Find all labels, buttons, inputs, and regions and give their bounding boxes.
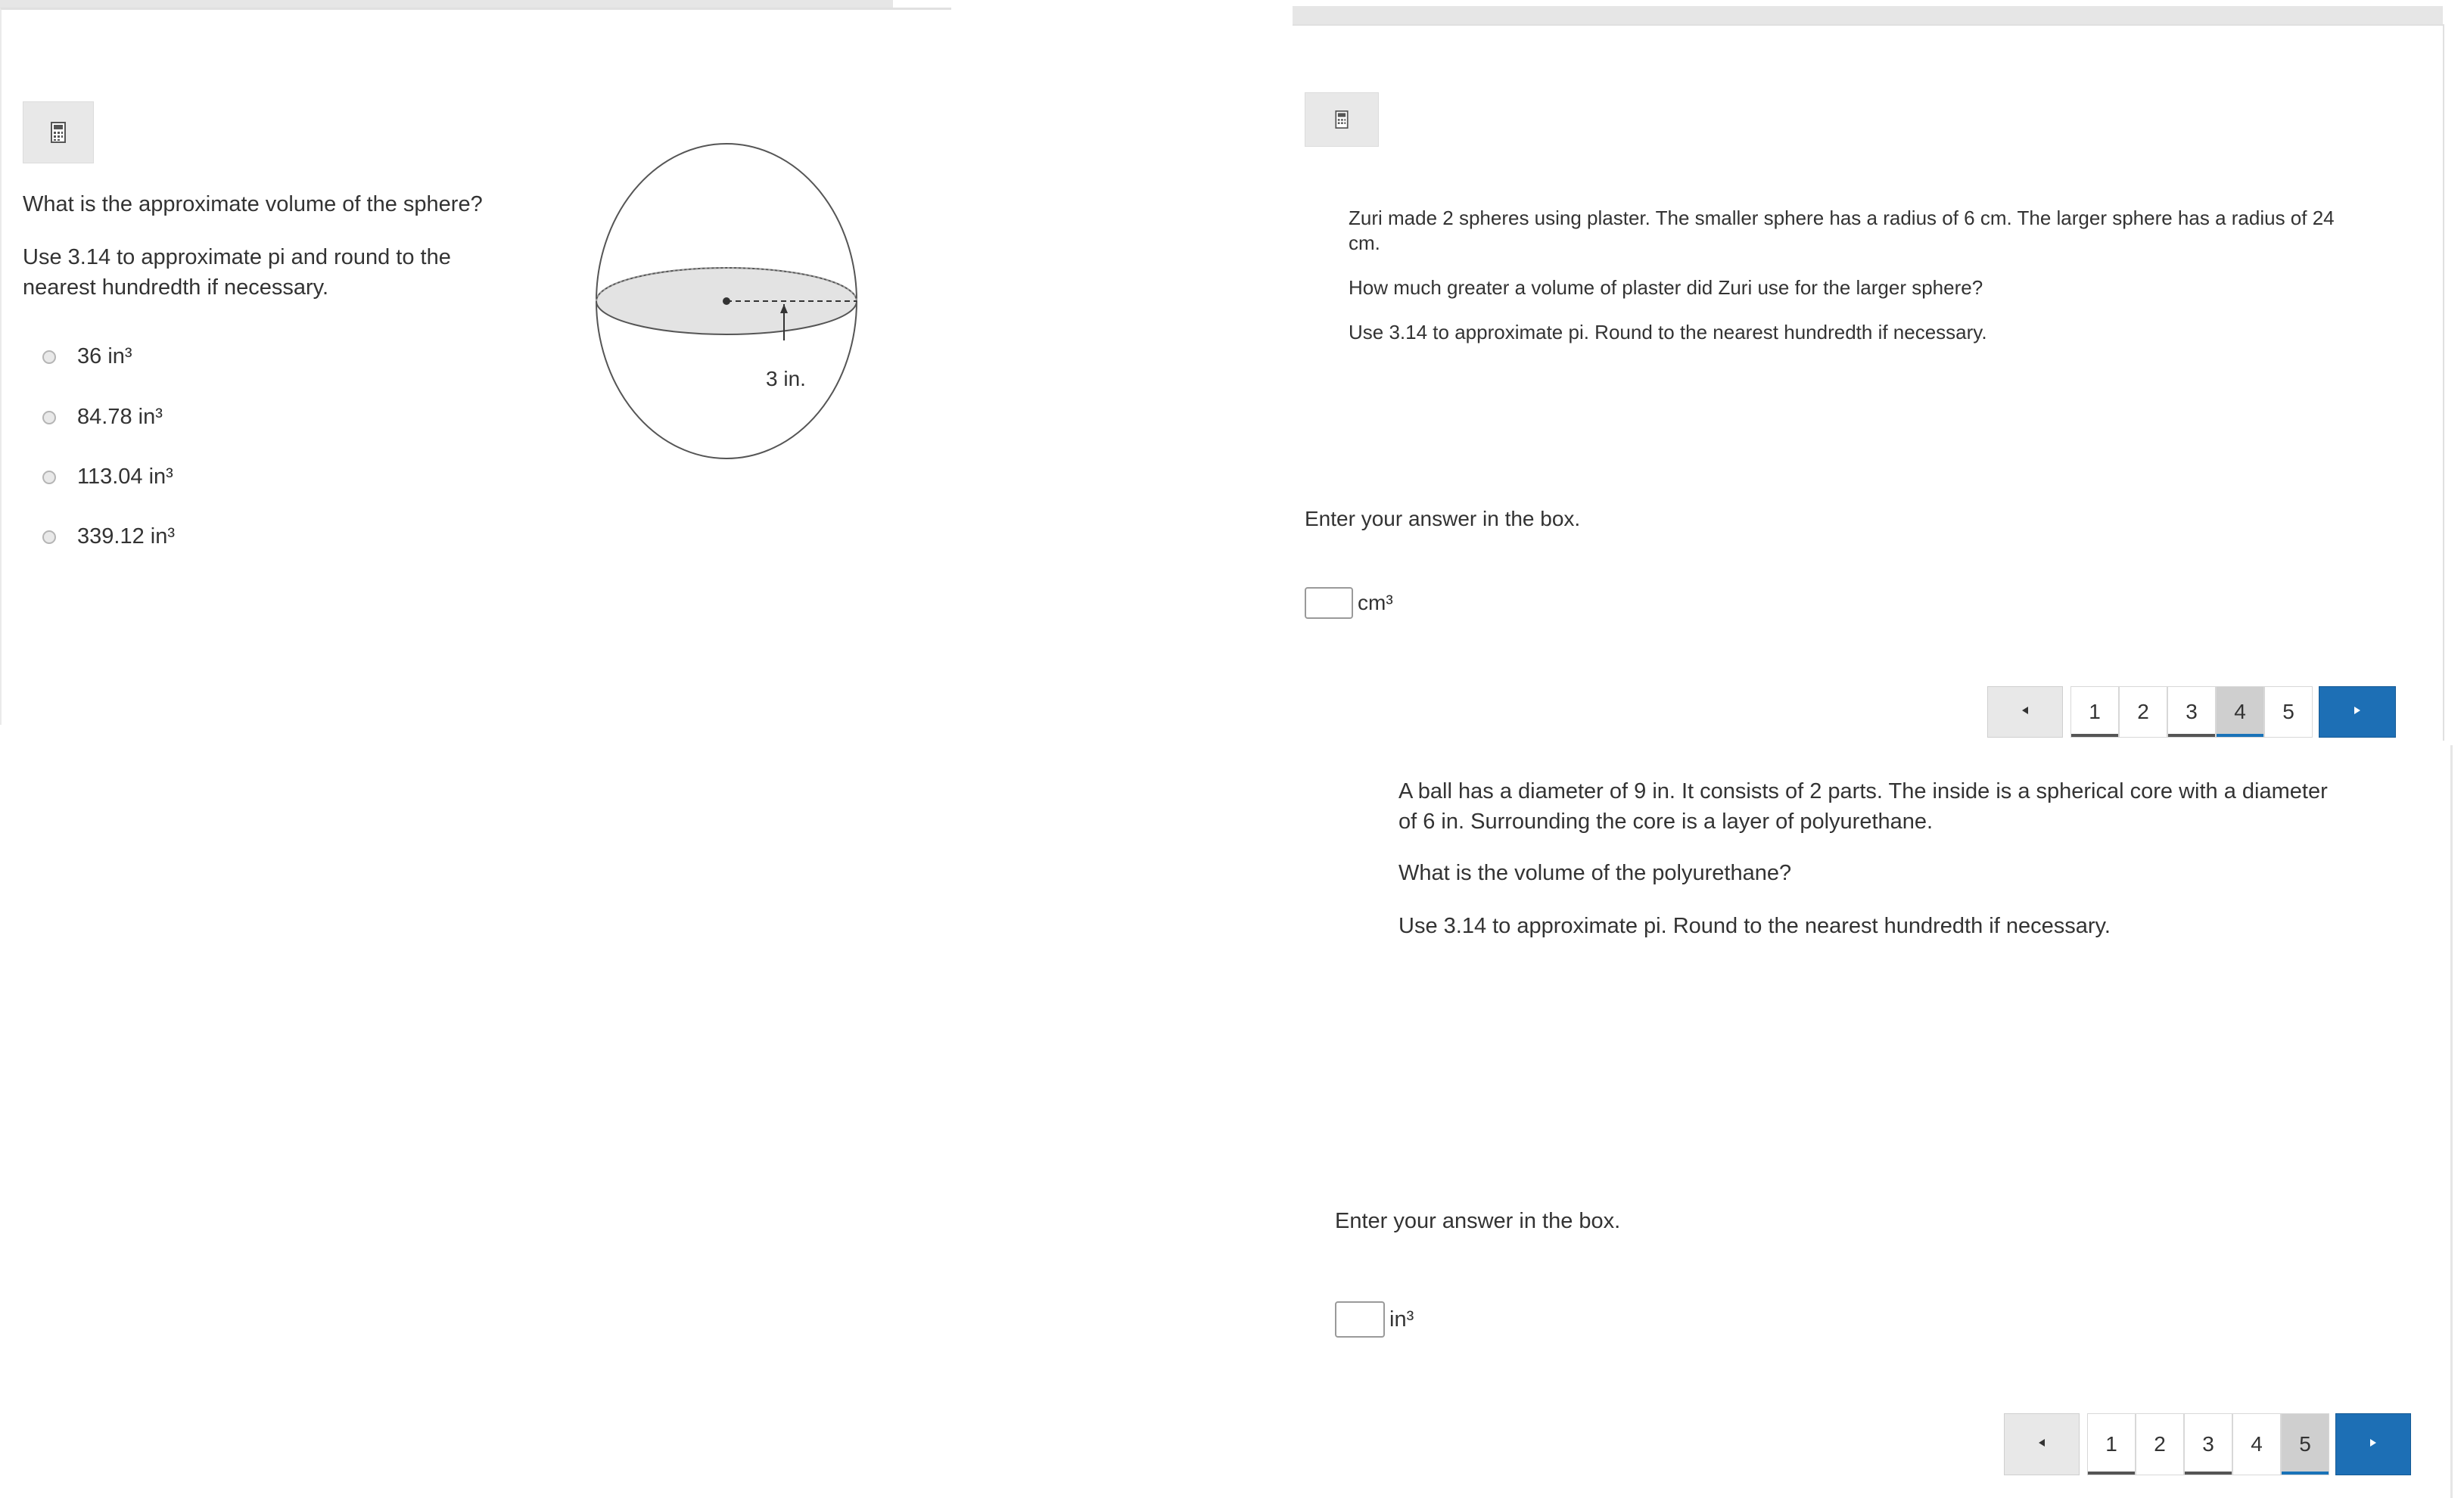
answer-option-2[interactable] xyxy=(42,405,163,430)
radio-button[interactable] xyxy=(42,411,56,424)
page-button-5[interactable]: 5 xyxy=(2281,1413,2329,1475)
unit-label: cm³ xyxy=(1358,591,1393,614)
option-label: 113.04 in³ xyxy=(77,465,173,489)
radio-button[interactable] xyxy=(42,471,56,484)
question-title: What is the approximate volume of the sphere? xyxy=(23,192,483,216)
radio-button[interactable] xyxy=(42,350,56,364)
page-button-4[interactable]: 4 xyxy=(2232,1413,2281,1475)
previous-button[interactable] xyxy=(2004,1413,2080,1475)
next-button[interactable] xyxy=(2335,1413,2411,1475)
triangle-left-icon xyxy=(2021,705,2029,719)
radio-button[interactable] xyxy=(42,530,56,544)
top-bar xyxy=(0,0,893,8)
page-button-1[interactable]: 1 xyxy=(2087,1413,2136,1475)
calculator-button[interactable] xyxy=(23,101,94,163)
radius-label: 3 in. xyxy=(766,367,806,390)
question-text xyxy=(1349,206,2347,371)
calculator-button[interactable] xyxy=(1305,92,1379,147)
page-button-1[interactable]: 1 xyxy=(2070,686,2119,738)
question-panel-plaster-spheres xyxy=(1293,24,2444,741)
page-button-2[interactable]: 2 xyxy=(2136,1413,2184,1475)
top-bar xyxy=(1293,6,2443,24)
answer-input[interactable] xyxy=(1335,1301,1385,1338)
option-label: 36 in³ xyxy=(77,344,132,368)
page-button-4[interactable]: 4 xyxy=(2216,686,2264,738)
page-button-3[interactable]: 3 xyxy=(2167,686,2216,738)
option-label: 84.78 in³ xyxy=(77,405,163,429)
question-text xyxy=(23,189,522,328)
page-navigation xyxy=(1987,686,2396,738)
previous-button[interactable] xyxy=(1987,686,2063,738)
page-button-2[interactable]: 2 xyxy=(2119,686,2167,738)
sphere-diagram xyxy=(590,136,878,469)
question-paragraph: Use 3.14 to approximate pi. Round to the nearest hundredth if necessary. xyxy=(1398,914,2111,938)
calculator-icon xyxy=(1335,110,1349,129)
answer-row xyxy=(1335,1301,1414,1338)
question-paragraph: A ball has a diameter of 9 in. It consists of 2 parts. The inside is a spherical core with a diameter of 6 in. Surrounding the core is a layer of polyurethane. xyxy=(1398,779,2328,834)
question-paragraph: Use 3.14 to approximate pi. Round to the nearest hundredth if necessary. xyxy=(1349,321,1987,343)
answer-prompt: Enter your answer in the box. xyxy=(1305,507,1581,530)
answer-input[interactable] xyxy=(1305,587,1353,619)
unit-label: in³ xyxy=(1389,1307,1414,1332)
answer-option-4[interactable] xyxy=(42,524,175,549)
answer-row xyxy=(1305,587,1393,619)
page-navigation xyxy=(2004,1413,2411,1475)
question-paragraph: What is the volume of the polyurethane? xyxy=(1398,861,1792,885)
triangle-left-icon xyxy=(2038,1437,2046,1451)
question-paragraph: Zuri made 2 spheres using plaster. The smaller sphere has a radius of 6 cm. The larger sphere has a radius of 24 cm. xyxy=(1349,207,2335,254)
page-button-5[interactable]: 5 xyxy=(2264,686,2313,738)
page-button-3[interactable]: 3 xyxy=(2184,1413,2232,1475)
question-paragraph: How much greater a volume of plaster did Zuri use for the larger sphere? xyxy=(1349,276,1983,299)
question-instruction: Use 3.14 to approximate pi and round to the nearest hundredth if necessary. xyxy=(23,245,451,300)
next-button[interactable] xyxy=(2319,686,2396,738)
calculator-icon xyxy=(51,122,66,143)
option-label: 339.12 in³ xyxy=(77,524,175,549)
answer-option-3[interactable] xyxy=(42,465,173,489)
question-text xyxy=(1398,776,2337,967)
answer-prompt: Enter your answer in the box. xyxy=(1335,1209,1621,1233)
triangle-right-icon xyxy=(2369,1437,2377,1451)
triangle-right-icon xyxy=(2354,705,2361,719)
answer-option-1[interactable] xyxy=(42,344,132,369)
